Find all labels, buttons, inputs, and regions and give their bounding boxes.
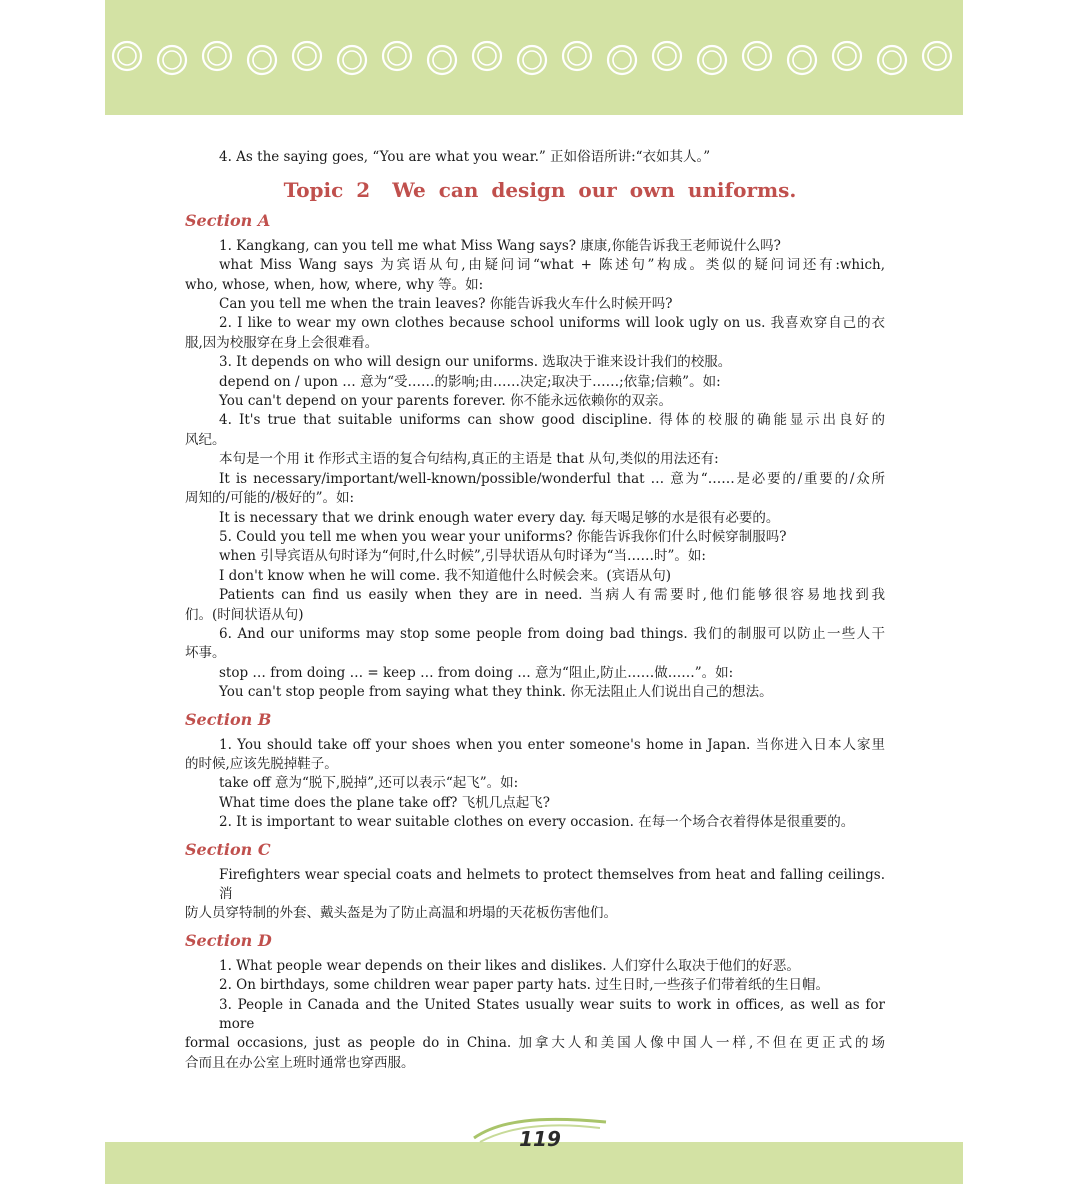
ring-icon <box>838 47 856 65</box>
section-body <box>185 957 885 1073</box>
section-title: Section D <box>185 930 272 950</box>
text-line: 1. Kangkang, can you tell me what Miss Wang says? 康康,你能告诉我王老师说什么吗? <box>219 237 781 254</box>
text-line: 周知的/可能的/极好的”。如: <box>185 490 355 507</box>
text-line: 2. On birthdays, some children wear paper party hats. 过生日时,一些孩子们带着纸的生日帽。 <box>219 977 830 994</box>
text-line: 防人员穿特制的外套、戴头盔是为了防止高温和坍塌的天花板伤害他们。 <box>185 905 617 922</box>
page-content <box>185 148 885 1073</box>
ring-icon <box>253 51 271 69</box>
text-line: 3. People in Canada and the United States usually wear suits to work in offices, as well as for more <box>219 996 885 1033</box>
ring-icon <box>478 47 496 65</box>
ring-icon <box>568 47 586 65</box>
text-line: Can you tell me when the train leaves? 你能告诉我火车什么时候开吗? <box>219 296 673 313</box>
section-b <box>185 709 885 833</box>
section-d <box>185 930 885 1073</box>
ring-icon-row <box>105 30 963 90</box>
text-line: 本句是一个用 it 作形式主语的复合句结构,真正的主语是 that 从句,类似的用法还有: <box>219 451 719 468</box>
text-line: 2. It is important to wear suitable clothes on every occasion. 在每一个场合衣着得体是很重要的。 <box>219 814 855 831</box>
ring-icon <box>703 51 721 69</box>
section-body <box>185 736 885 833</box>
ring-icon <box>343 51 361 69</box>
text-line: 2. I like to wear my own clothes because school uniforms will look ugly on us. 我喜欢穿自己的衣 <box>219 315 885 332</box>
ring-icon <box>748 47 766 65</box>
ring-icon <box>298 47 316 65</box>
ring-icon <box>613 51 631 69</box>
page-number: 119 <box>519 1127 561 1151</box>
topic-title <box>185 178 885 203</box>
text-line: What time does the plane take off? 飞机几点起飞? <box>219 794 550 811</box>
ring-icon <box>658 47 676 65</box>
text-line: 们。(时间状语从句) <box>185 606 304 623</box>
section-title: Section C <box>185 839 271 859</box>
text-line: who, whose, when, how, where, why 等。如: <box>185 276 484 293</box>
text-line: what Miss Wang says 为宾语从句,由疑问词“what + 陈述句”构成。类似的疑问词还有:which, <box>219 257 885 274</box>
ring-icon <box>208 47 226 65</box>
text-line: You can't stop people from saying what they think. 你无法阻止人们说出自己的想法。 <box>219 684 773 701</box>
text-line: stop … from doing … = keep … from doing … 意为“阻止,防止……做……”。如: <box>219 664 734 681</box>
text-line: 3. It depends on who will design our uniforms. 选取决于谁来设计我们的校服。 <box>219 354 732 371</box>
text-line: take off 意为“脱下,脱掉”,还可以表示“起飞”。如: <box>219 775 519 792</box>
text-line: It is necessary that we drink enough water every day. 每天喝足够的水是很有必要的。 <box>219 509 780 526</box>
text-line: formal occasions, just as people do in China. 加拿大人和美国人像中国人一样,不但在更正式的场 <box>185 1035 885 1052</box>
text-line: Firefighters wear special coats and helmets to protect themselves from heat and falling ceilings. 消 <box>219 866 885 902</box>
ring-icon <box>883 51 901 69</box>
topic-heading: We can design our own uniforms. <box>392 178 797 203</box>
text-line: 1. What people wear depends on their likes and dislikes. 人们穿什么取决于他们的好恶。 <box>219 957 800 974</box>
section-body <box>185 237 885 703</box>
ring-icon <box>793 51 811 69</box>
section-body <box>185 866 885 924</box>
ring-icon <box>388 47 406 65</box>
text-line: 风纪。 <box>185 431 226 448</box>
text-line: when 引导宾语从句时译为“何时,什么时候”,引导状语从句时译为“当……时”。如: <box>219 548 706 565</box>
text-line: 6. And our uniforms may stop some people from doing bad things. 我们的制服可以防止一些人干 <box>219 625 885 642</box>
text-line: 5. Could you tell me when you wear your uniforms? 你能告诉我你们什么时候穿制服吗? <box>219 528 787 545</box>
ring-icon <box>928 47 946 65</box>
text-line: 的时候,应该先脱掉鞋子。 <box>185 755 338 772</box>
text-line: 4. It's true that suitable uniforms can show good discipline. 得体的校服的确能显示出良好的 <box>219 412 885 429</box>
text-line: Patients can find us easily when they are in need. 当病人有需要时,他们能够很容易地找到我 <box>219 587 885 604</box>
intro-line: 4. As the saying goes, “You are what you wear.” 正如俗语所讲:“衣如其人。” <box>219 149 711 165</box>
header-band <box>105 0 963 115</box>
ring-icon <box>433 51 451 69</box>
text-line: 合而且在办公室上班时通常也穿西服。 <box>185 1054 415 1071</box>
text-line: You can't depend on your parents forever. 你不能永远依赖你的双亲。 <box>219 393 672 410</box>
text-line: It is necessary/important/well-known/possible/wonderful that … 意为“……是必要的/重要的/众所 <box>219 470 885 487</box>
section-title: Section B <box>185 709 272 729</box>
section-title: Section A <box>185 210 271 230</box>
section-a <box>185 210 885 703</box>
ring-icon <box>163 51 181 69</box>
text-line: depend on / upon … 意为“受……的影响;由……决定;取决于……;依靠;信赖”。如: <box>219 373 721 390</box>
text-line: 坏事。 <box>185 645 226 662</box>
text-line: 服,因为校服穿在身上会很难看。 <box>185 334 379 351</box>
section-c <box>185 839 885 924</box>
text-line: I don't know when he will come. 我不知道他什么时候会来。(宾语从句) <box>219 567 671 584</box>
text-line: 1. You should take off your shoes when you enter someone's home in Japan. 当你进入日本人家里 <box>219 736 885 753</box>
topic-label: Topic 2 <box>283 178 371 203</box>
ring-icon <box>523 51 541 69</box>
ring-icon <box>118 47 136 65</box>
